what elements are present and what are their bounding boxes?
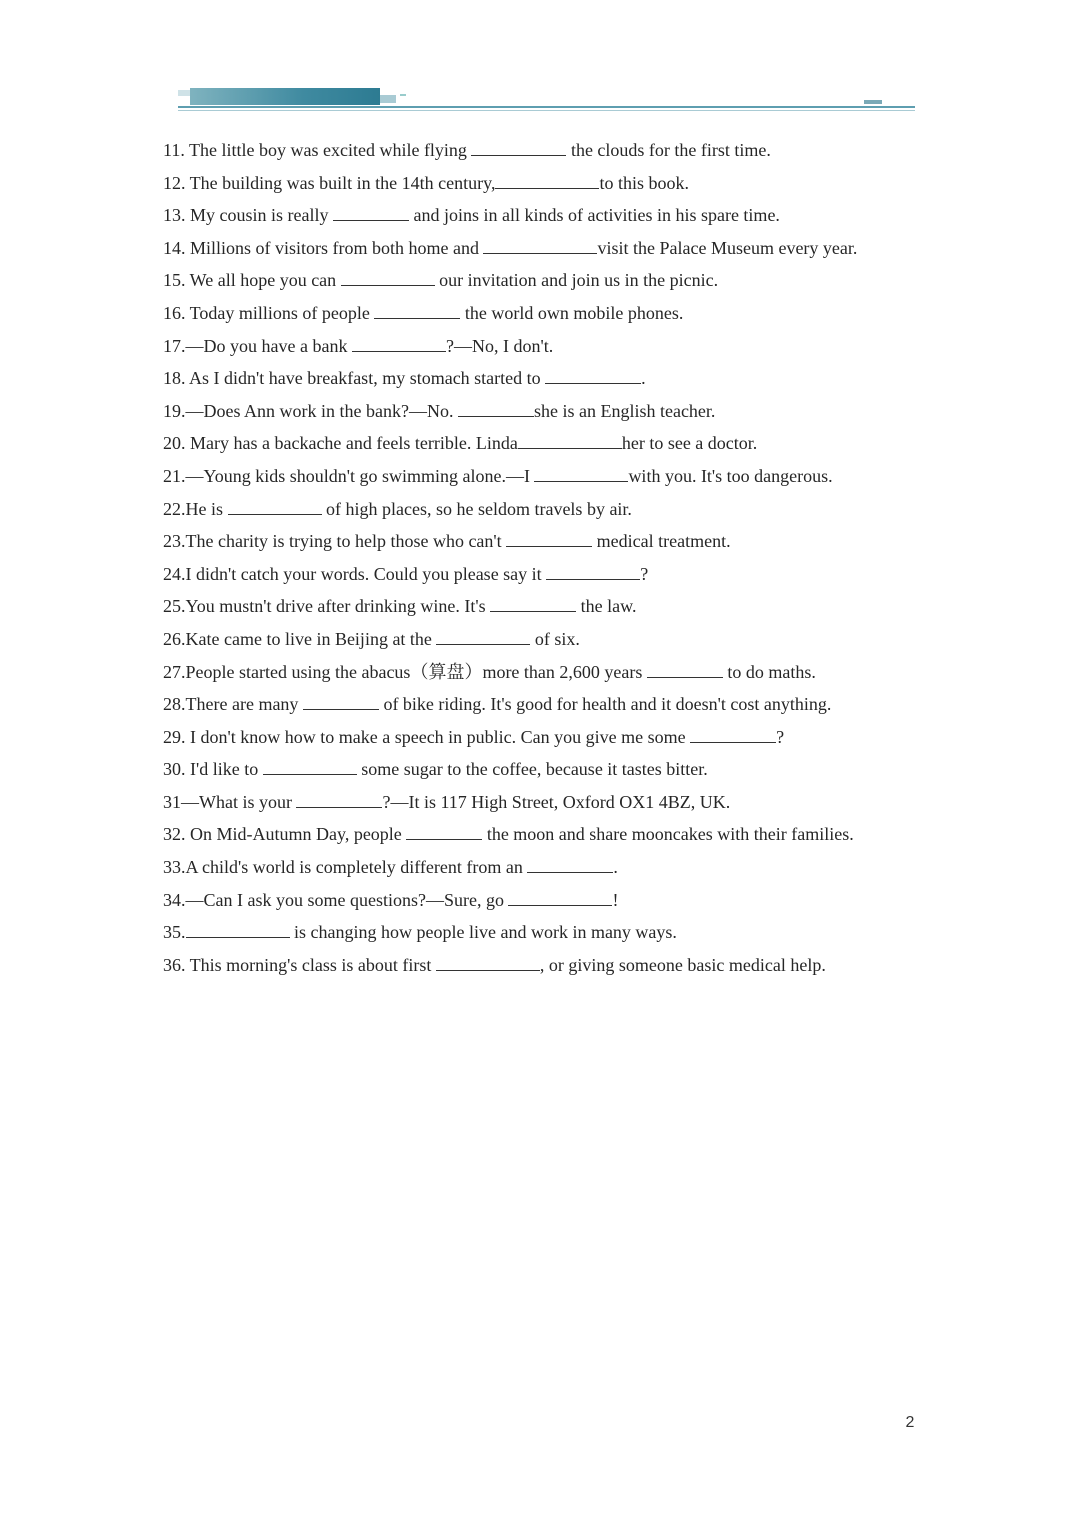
answer-blank[interactable] — [518, 432, 622, 449]
question-text: visit the Palace Museum every year. — [597, 237, 858, 258]
question-text: . — [641, 368, 646, 389]
question-item — [163, 721, 923, 754]
question-item — [163, 590, 923, 623]
question-item — [163, 362, 923, 395]
answer-blank[interactable] — [228, 497, 322, 514]
question-text: she is an English teacher. — [533, 400, 716, 421]
question-item — [163, 199, 923, 232]
header-decoration — [178, 86, 918, 116]
question-text: 25.You mustn't drive after drinking wine. It's — [163, 596, 491, 617]
question-text: 18. As I didn't have breakfast, my stomach started to — [163, 368, 546, 389]
question-item — [163, 493, 923, 526]
answer-blank[interactable] — [186, 921, 290, 938]
answer-blank[interactable] — [303, 693, 379, 710]
answer-blank[interactable] — [534, 465, 628, 482]
question-text: 22.He is — [163, 498, 228, 519]
question-text: ? — [776, 726, 785, 747]
question-text: of bike riding. It's good for health and it doesn't cost anything. — [378, 694, 832, 715]
question-text: 11. The little boy was excited while flying — [163, 140, 472, 160]
question-text: 31—What is your — [163, 791, 297, 812]
question-item — [163, 753, 923, 786]
question-text: 17.—Do you have a bank — [163, 335, 352, 356]
question-list — [163, 134, 923, 981]
question-text: 27.People started using the abacus（算盘）more than 2,600 years — [163, 661, 647, 682]
answer-blank[interactable] — [352, 334, 446, 351]
answer-blank[interactable] — [545, 367, 641, 384]
question-text: 16. Today millions of people — [163, 302, 375, 323]
question-text: and joins in all kinds of activities in his spare time. — [408, 205, 780, 226]
question-text: 20. Mary has a backache and feels terrible. Linda — [163, 433, 518, 454]
page-number: 2 — [905, 1414, 915, 1431]
question-text: 33.A child's world is completely different from an — [163, 857, 528, 878]
question-text: the moon and share mooncakes with their families. — [482, 824, 854, 845]
question-item — [163, 558, 923, 591]
answer-blank[interactable] — [263, 758, 357, 775]
question-text: is changing how people live and work in many ways. — [289, 922, 677, 943]
question-text: the clouds for the first time. — [566, 140, 771, 160]
answer-blank[interactable] — [546, 563, 640, 580]
question-text: to this book. — [599, 172, 689, 193]
question-item — [163, 623, 923, 656]
question-text: , or giving someone basic medical help. — [539, 954, 826, 975]
question-text: with you. It's too dangerous. — [628, 465, 833, 486]
answer-blank[interactable] — [458, 400, 534, 417]
question-text: ? — [640, 563, 649, 584]
question-text: 29. I don't know how to make a speech in public. Can you give me some — [163, 726, 691, 747]
question-text: 19.—Does Ann work in the bank?—No. — [163, 400, 458, 421]
answer-blank[interactable] — [495, 171, 599, 188]
question-item — [163, 818, 923, 851]
question-item — [163, 330, 923, 363]
answer-blank[interactable] — [527, 856, 613, 873]
question-text: to do maths. — [722, 661, 816, 682]
question-item — [163, 167, 923, 200]
answer-blank[interactable] — [436, 954, 540, 971]
question-item — [163, 427, 923, 460]
question-item — [163, 656, 923, 689]
question-item — [163, 460, 923, 493]
question-item — [163, 232, 923, 265]
question-text: her to see a doctor. — [621, 433, 758, 454]
question-text: the world own mobile phones. — [460, 302, 684, 323]
question-text: 34.—Can I ask you some questions?—Sure, go — [163, 889, 509, 910]
question-item — [163, 395, 923, 428]
answer-blank[interactable] — [341, 269, 435, 286]
answer-blank[interactable] — [436, 628, 530, 645]
question-item — [163, 134, 923, 167]
question-text: 13. My cousin is really — [163, 205, 333, 226]
question-text: 12. The building was built in the 14th century, — [163, 172, 496, 193]
question-item — [163, 916, 923, 949]
question-item — [163, 297, 923, 330]
answer-blank[interactable] — [296, 791, 382, 808]
question-text: 36. This morning's class is about first — [163, 954, 436, 975]
answer-blank[interactable] — [374, 302, 460, 319]
question-text: ! — [612, 889, 619, 910]
answer-blank[interactable] — [406, 823, 482, 840]
question-text: 28.There are many — [163, 694, 303, 715]
answer-blank[interactable] — [506, 530, 592, 547]
question-text: 21.—Young kids shouldn't go swimming alone.—I — [163, 465, 535, 486]
question-item — [163, 949, 923, 982]
answer-blank[interactable] — [333, 204, 409, 221]
question-text: 35. — [163, 922, 186, 943]
question-text: the law. — [576, 596, 637, 617]
question-item — [163, 264, 923, 297]
question-text: ?—No, I don't. — [445, 335, 554, 356]
answer-blank[interactable] — [483, 237, 597, 254]
question-text: our invitation and join us in the picnic. — [434, 270, 719, 291]
question-text: ?—It is 117 High Street, Oxford OX1 4BZ, UK. — [382, 791, 731, 812]
answer-blank[interactable] — [490, 595, 576, 612]
question-text: 26.Kate came to live in Beijing at the — [163, 628, 437, 649]
question-text: of six. — [530, 628, 580, 649]
answer-blank[interactable] — [508, 888, 612, 905]
answer-blank[interactable] — [471, 139, 566, 156]
answer-blank[interactable] — [690, 726, 776, 743]
question-text: . — [613, 857, 618, 878]
question-text: 30. I'd like to — [163, 759, 263, 780]
question-text: 32. On Mid-Autumn Day, people — [163, 824, 407, 845]
question-text: 24.I didn't catch your words. Could you please say it — [163, 563, 547, 584]
question-item — [163, 525, 923, 558]
question-item — [163, 786, 923, 819]
question-item — [163, 688, 923, 721]
question-item — [163, 884, 923, 917]
answer-blank[interactable] — [647, 660, 723, 677]
question-text: 15. We all hope you can — [163, 270, 341, 291]
question-text: of high places, so he seldom travels by air. — [321, 498, 632, 519]
question-text: some sugar to the coffee, because it tastes bitter. — [356, 759, 708, 780]
question-item — [163, 851, 923, 884]
question-text: medical treatment. — [592, 531, 731, 552]
question-text: 23.The charity is trying to help those who can't — [163, 531, 507, 552]
question-text: 14. Millions of visitors from both home and — [163, 237, 484, 258]
